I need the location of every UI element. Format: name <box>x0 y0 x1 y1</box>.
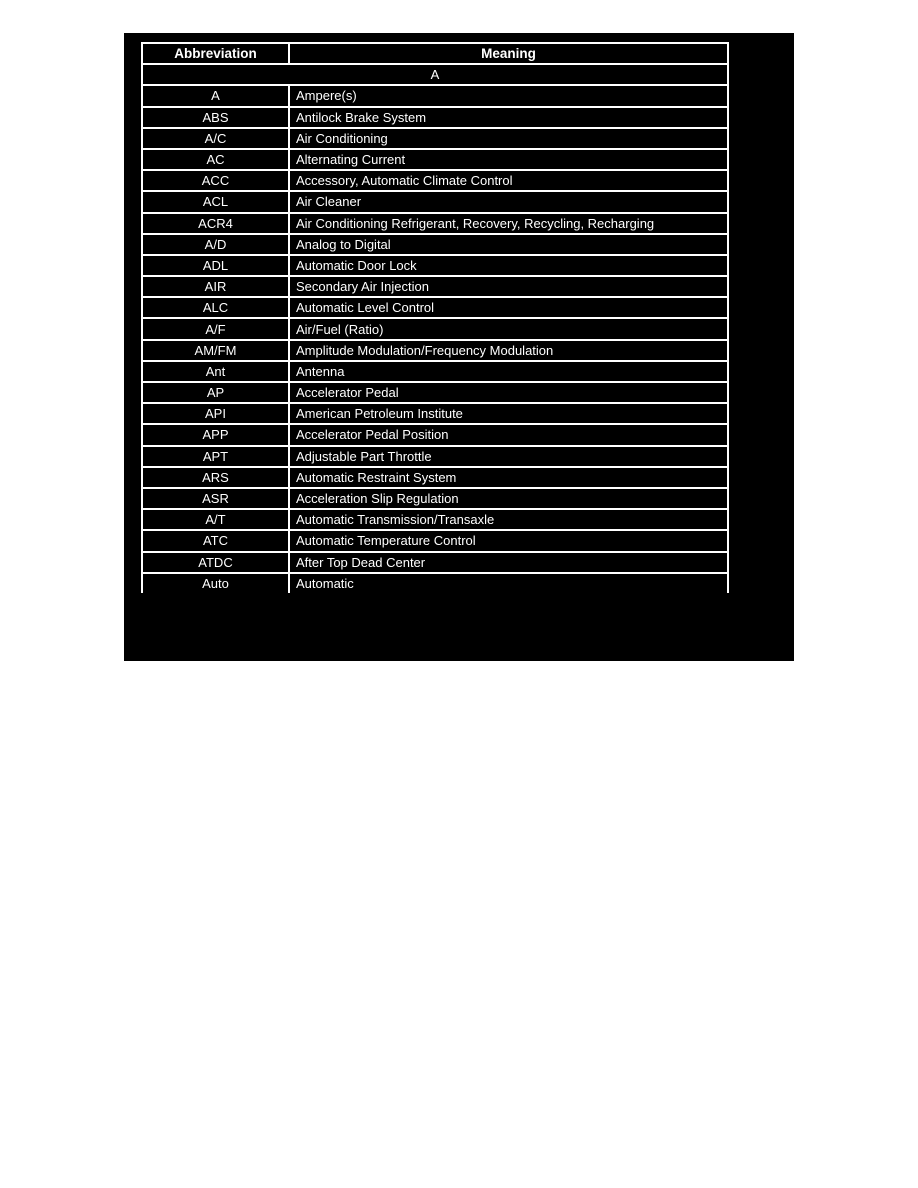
abbreviation-cell: ACC <box>142 170 289 191</box>
abbreviation-cell: A <box>142 85 289 106</box>
abbreviation-cell: AP <box>142 382 289 403</box>
meaning-cell: Automatic Level Control <box>289 297 728 318</box>
section-row <box>142 64 728 85</box>
meaning-cell: Antilock Brake System <box>289 107 728 128</box>
abbreviation-cell: AM/FM <box>142 340 289 361</box>
abbreviation-cell: APP <box>142 424 289 445</box>
meaning-cell: Automatic Temperature Control <box>289 530 728 551</box>
abbreviation-table-container <box>141 42 727 593</box>
table-row <box>142 361 728 382</box>
abbreviation-cell: Ant <box>142 361 289 382</box>
table-row <box>142 573 728 593</box>
table-row <box>142 191 728 212</box>
abbreviation-cell: A/T <box>142 509 289 530</box>
table-row <box>142 530 728 551</box>
abbreviation-cell: ATDC <box>142 552 289 573</box>
meaning-cell: Air Conditioning <box>289 128 728 149</box>
meaning-cell: Air Cleaner <box>289 191 728 212</box>
table-row <box>142 403 728 424</box>
table-row <box>142 107 728 128</box>
abbreviation-cell: Auto <box>142 573 289 593</box>
meaning-cell: Secondary Air Injection <box>289 276 728 297</box>
abbreviation-cell: A/C <box>142 128 289 149</box>
table-row <box>142 149 728 170</box>
table-row <box>142 424 728 445</box>
document-panel <box>124 33 794 661</box>
abbreviation-cell: APT <box>142 446 289 467</box>
section-label: A <box>142 64 728 85</box>
abbreviation-table <box>141 42 729 593</box>
table-row <box>142 552 728 573</box>
table-row <box>142 170 728 191</box>
header-abbreviation: Abbreviation <box>142 43 289 64</box>
meaning-cell: Air Conditioning Refrigerant, Recovery, Recycling, Recharging <box>289 213 728 234</box>
meaning-cell: American Petroleum Institute <box>289 403 728 424</box>
meaning-cell: Alternating Current <box>289 149 728 170</box>
table-row <box>142 85 728 106</box>
abbreviation-cell: AC <box>142 149 289 170</box>
table-row <box>142 128 728 149</box>
table-row <box>142 467 728 488</box>
table-row <box>142 488 728 509</box>
meaning-cell: Amplitude Modulation/Frequency Modulation <box>289 340 728 361</box>
meaning-cell: Ampere(s) <box>289 85 728 106</box>
abbreviation-cell: ARS <box>142 467 289 488</box>
abbreviation-cell: ACL <box>142 191 289 212</box>
meaning-cell: Accelerator Pedal <box>289 382 728 403</box>
table-row <box>142 446 728 467</box>
meaning-cell: Automatic <box>289 573 728 593</box>
table-row <box>142 509 728 530</box>
table-row <box>142 276 728 297</box>
abbreviation-cell: AIR <box>142 276 289 297</box>
table-row <box>142 318 728 339</box>
table-row <box>142 382 728 403</box>
meaning-cell: Automatic Restraint System <box>289 467 728 488</box>
meaning-cell: Air/Fuel (Ratio) <box>289 318 728 339</box>
header-meaning: Meaning <box>289 43 728 64</box>
abbreviation-cell: API <box>142 403 289 424</box>
abbreviation-cell: ABS <box>142 107 289 128</box>
meaning-cell: Accelerator Pedal Position <box>289 424 728 445</box>
table-row <box>142 234 728 255</box>
table-row <box>142 297 728 318</box>
abbreviation-cell: A/D <box>142 234 289 255</box>
abbreviation-cell: ACR4 <box>142 213 289 234</box>
meaning-cell: Acceleration Slip Regulation <box>289 488 728 509</box>
abbreviation-cell: ADL <box>142 255 289 276</box>
abbreviation-cell: ATC <box>142 530 289 551</box>
table-row <box>142 255 728 276</box>
meaning-cell: Adjustable Part Throttle <box>289 446 728 467</box>
table-row <box>142 340 728 361</box>
abbreviation-cell: A/F <box>142 318 289 339</box>
meaning-cell: Accessory, Automatic Climate Control <box>289 170 728 191</box>
meaning-cell: Analog to Digital <box>289 234 728 255</box>
meaning-cell: Antenna <box>289 361 728 382</box>
meaning-cell: Automatic Door Lock <box>289 255 728 276</box>
abbreviation-cell: ALC <box>142 297 289 318</box>
meaning-cell: Automatic Transmission/Transaxle <box>289 509 728 530</box>
meaning-cell: After Top Dead Center <box>289 552 728 573</box>
abbreviation-cell: ASR <box>142 488 289 509</box>
table-row <box>142 213 728 234</box>
table-header-row <box>142 43 728 64</box>
